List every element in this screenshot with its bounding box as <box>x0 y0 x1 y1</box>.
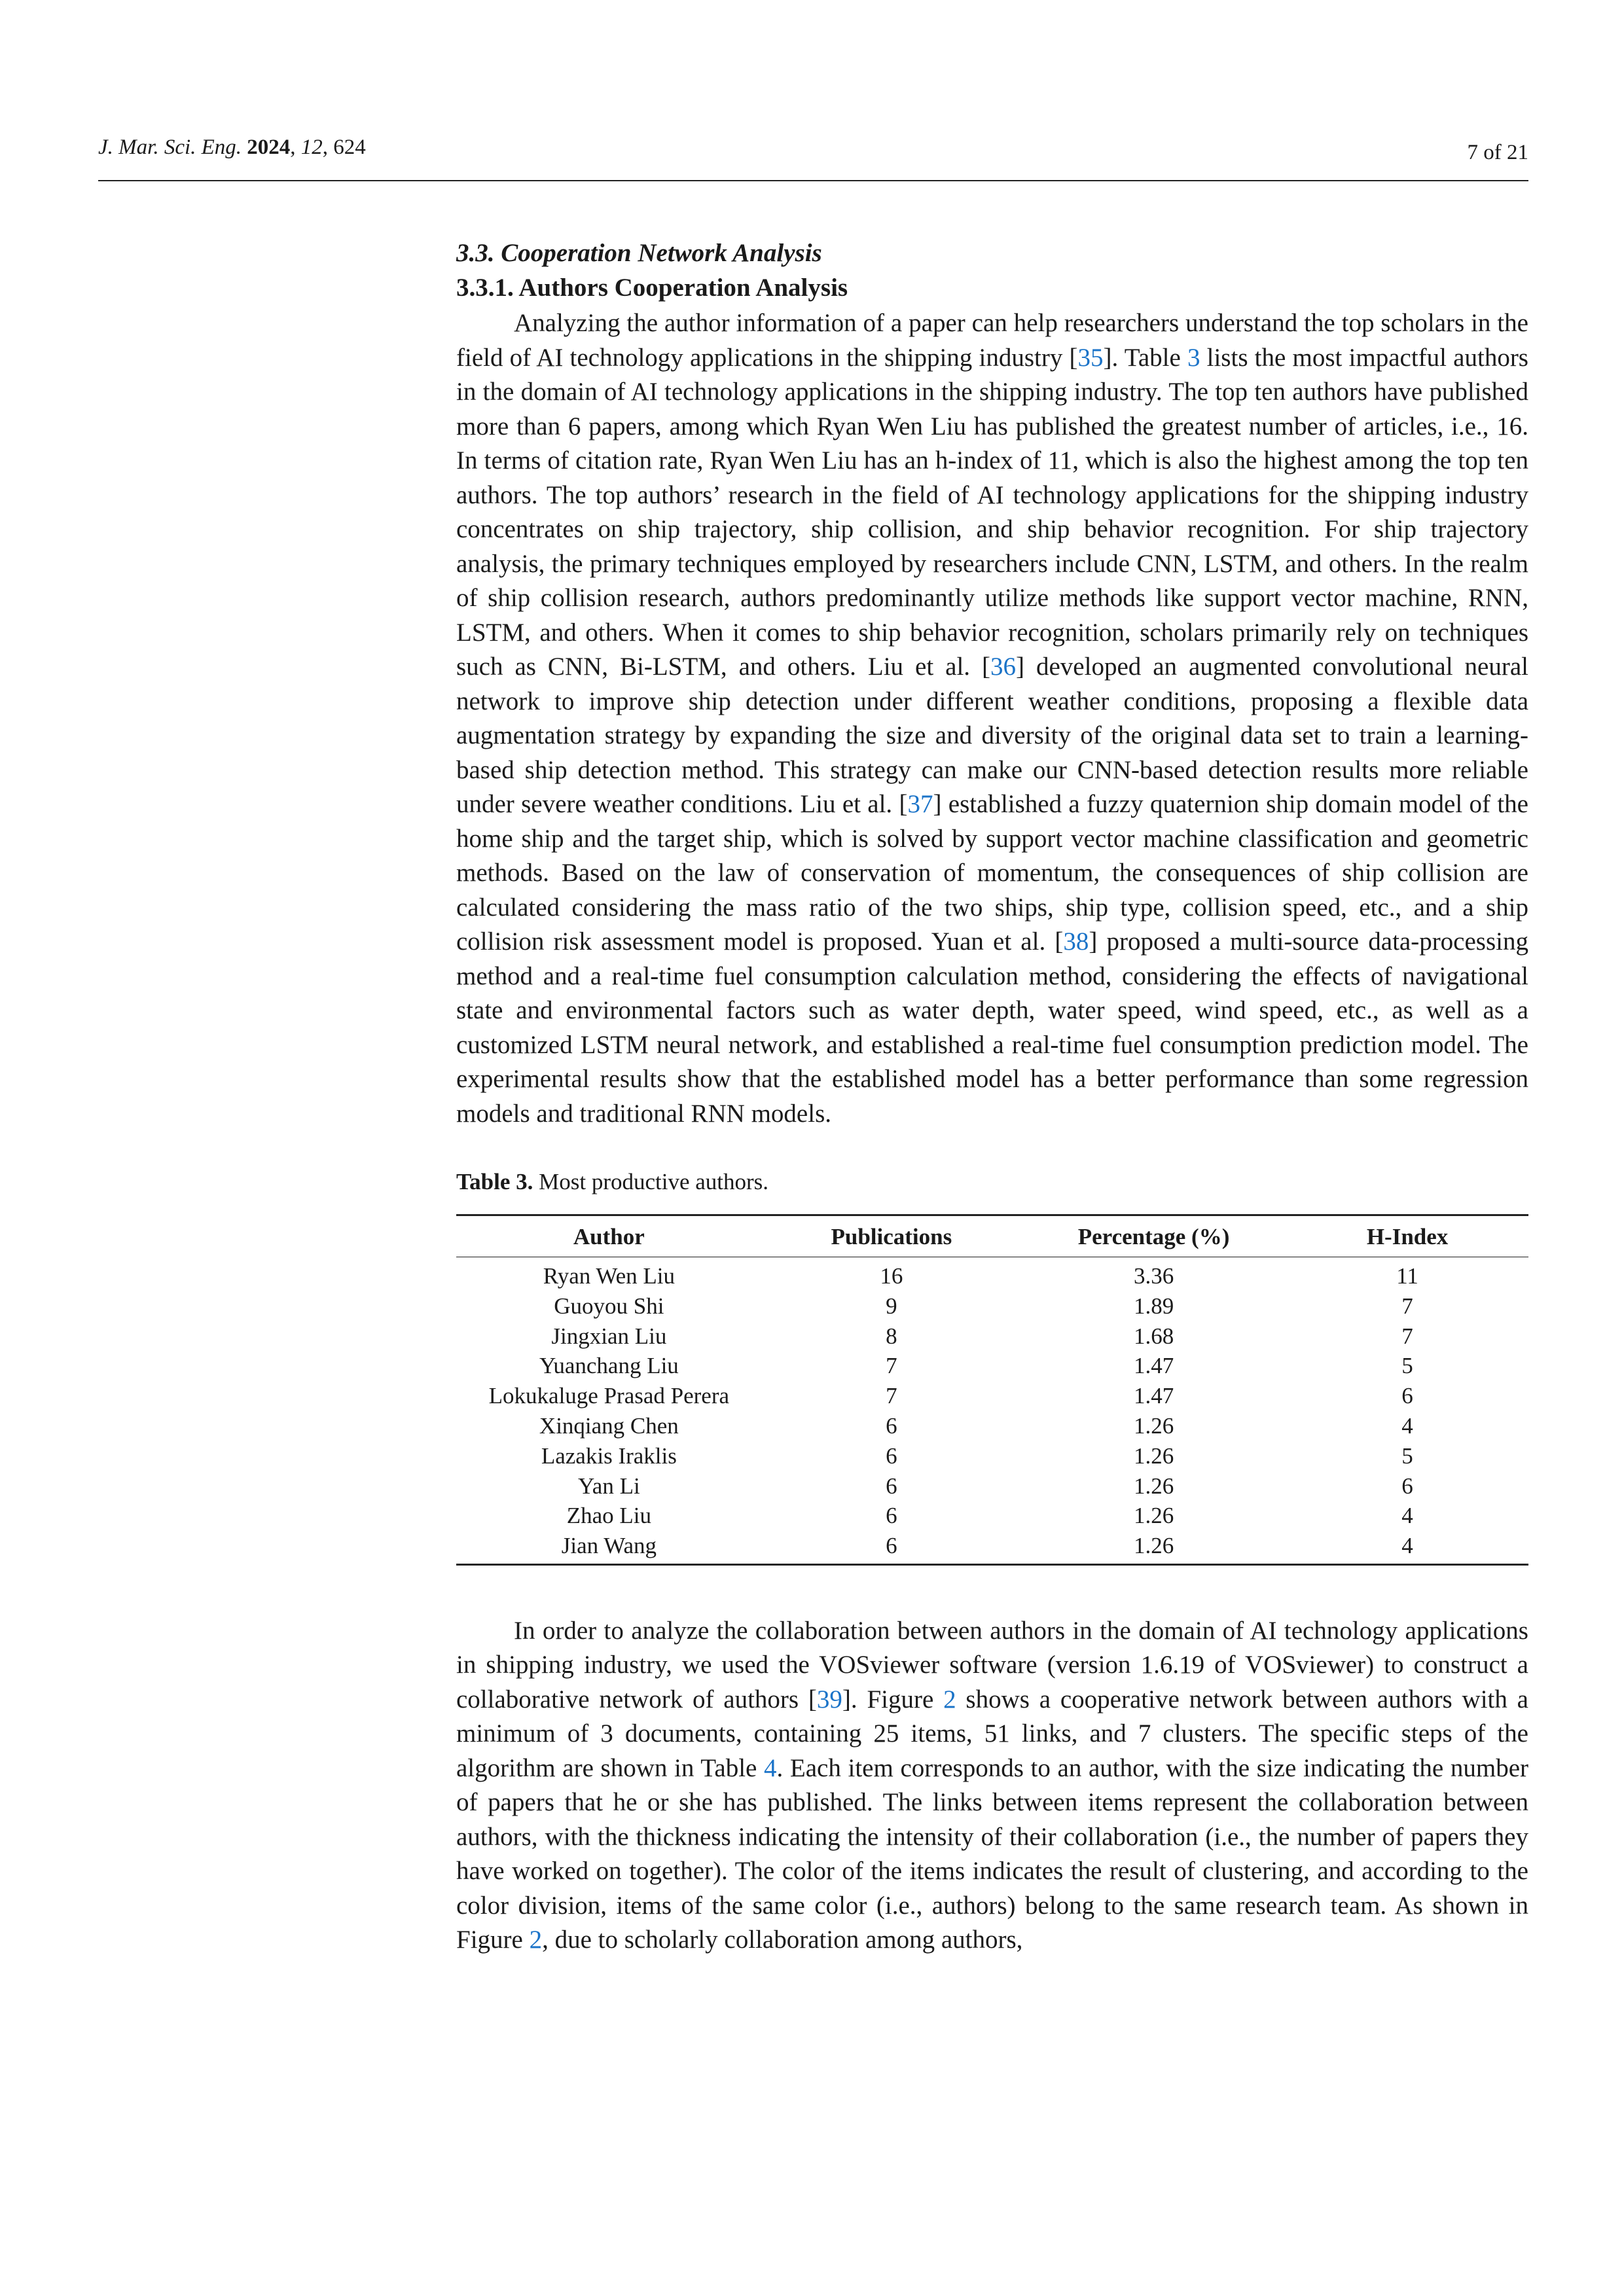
column-header-publications: Publications <box>762 1215 1021 1257</box>
cell-h-index: 5 <box>1401 1353 1413 1379</box>
table-row <box>456 1321 1528 1352</box>
cell-author: Xinqiang Chen <box>539 1412 679 1439</box>
journal-abbrev: J. Mar. Sci. Eng. <box>98 135 242 159</box>
table-row <box>456 1351 1528 1381</box>
text-run: . Each item corresponds to an author, with the size indicating the number of papers that he or she has published. The links between items represent the collaboration between authors, with the thickness indicating the intensity of their collaboration (i.e., the number of papers they have worked on together). The color of the items indicates the result of clustering, and according to the color division, items of the same color (i.e., authors) belong to the same research team. As shown in Figure <box>456 1753 1528 1954</box>
paragraph-authors-analysis <box>456 306 1528 1131</box>
cell-percentage: 3.36 <box>1133 1263 1174 1289</box>
cell-author: Yuanchang Liu <box>539 1353 679 1379</box>
cell-author: Lazakis Iraklis <box>541 1443 677 1469</box>
table-row <box>456 1411 1528 1441</box>
cell-percentage: 1.47 <box>1133 1353 1174 1379</box>
cell-h-index: 6 <box>1401 1473 1413 1499</box>
text-run: ] developed an augmented convolutional neural network to improve ship detection under different weather conditions, proposing a flexible data augmentation strategy by expanding the size and diversity of the original data set to train a learning-based ship detection method. This strategy can make our CNN-based detection results more reliable under severe weather conditions. Liu et al. [ <box>456 653 1528 818</box>
section-title: 3.3. Cooperation Network Analysis <box>456 239 822 267</box>
figure-reference-link[interactable]: 2 <box>529 1926 543 1954</box>
cell-author: Zhao Liu <box>566 1503 651 1529</box>
cell-h-index: 7 <box>1401 1323 1413 1349</box>
table-reference-link[interactable]: 4 <box>764 1753 777 1782</box>
citation-link[interactable]: 37 <box>907 790 933 818</box>
cell-h-index: 4 <box>1401 1533 1413 1559</box>
column-header-author: Author <box>456 1215 762 1257</box>
cell-h-index: 6 <box>1401 1383 1413 1409</box>
cell-publications: 6 <box>886 1533 897 1559</box>
text-run: ] established a fuzzy quaternion ship domain model of the home ship and the target ship, which is solved by support vector machine classification and geometric methods. Based on the law of conservation of momentum, the consequences of ship collision are calculated considering the mass ratio of the two ships, ship type, collision speed, etc., and a ship collision risk assessment model is proposed. Yuan et al. [ <box>456 790 1528 956</box>
table-row <box>456 1291 1528 1321</box>
article-number: , 624 <box>322 135 366 159</box>
cell-percentage: 1.47 <box>1133 1383 1174 1409</box>
table-row <box>456 1441 1528 1471</box>
table-caption <box>456 1167 1528 1197</box>
cell-percentage: 1.26 <box>1133 1533 1174 1559</box>
journal-citation: J. Mar. Sci. Eng. 2024, 12, 624 <box>98 135 366 159</box>
subsection-title: 3.3.1. Authors Cooperation Analysis <box>456 274 848 302</box>
cell-h-index: 4 <box>1401 1503 1413 1529</box>
text-run: In order to analyze the collaboration between authors in the domain of AI technology applications in shipping industry, we used the VOSviewer software (version 1.6.19 of VOSviewer) to construct a collaborative network of authors [ <box>456 1616 1528 1713</box>
column-header-percentage: Percentage (%) <box>1021 1215 1286 1257</box>
cell-percentage: 1.26 <box>1133 1503 1174 1529</box>
cell-publications: 7 <box>886 1353 897 1379</box>
table-row <box>456 1531 1528 1564</box>
journal-volume: 12 <box>300 135 323 159</box>
paragraph-collaboration-network <box>456 1614 1528 1958</box>
cell-publications: 16 <box>880 1263 903 1289</box>
page-header <box>98 134 1528 181</box>
cell-author: Guoyou Shi <box>554 1293 664 1319</box>
cell-h-index: 11 <box>1396 1263 1418 1289</box>
cell-publications: 6 <box>886 1473 897 1499</box>
table-row <box>456 1501 1528 1531</box>
text-run: ] proposed a multi-source data-processing method and a real-time fuel consumption calculation method, considering the effects of navigational state and environmental factors such as water depth, water speed, wind speed, etc., as well as a customized LSTM neural network, and established a real-time fuel consumption prediction model. The experimental results show that the established model has a better performance than some regression models and traditional RNN models. <box>456 927 1528 1128</box>
table-reference-link[interactable]: 3 <box>1187 343 1200 372</box>
citation-link[interactable]: 36 <box>990 653 1017 681</box>
cell-h-index: 5 <box>1401 1443 1413 1469</box>
table-row <box>456 1257 1528 1291</box>
citation-link[interactable]: 35 <box>1077 343 1104 372</box>
cell-percentage: 1.68 <box>1133 1323 1174 1349</box>
authors-table <box>456 1214 1528 1566</box>
cell-publications: 7 <box>886 1383 897 1409</box>
cell-percentage: 1.89 <box>1133 1293 1174 1319</box>
column-header-h-index: H-Index <box>1286 1215 1528 1257</box>
page-number: 7 of 21 <box>1467 141 1528 164</box>
text-run: shows a cooperative network between authors with a minimum of 3 documents, containing 25 items, 51 links, and 7 clusters. The specific steps of the algorithm are shown in Table <box>456 1685 1528 1782</box>
citation-link[interactable]: 39 <box>816 1685 842 1713</box>
cell-h-index: 4 <box>1401 1412 1413 1439</box>
cell-percentage: 1.26 <box>1133 1443 1174 1469</box>
table-caption-label: Table 3. <box>456 1169 533 1194</box>
table-row <box>456 1471 1528 1501</box>
cell-publications: 6 <box>886 1443 897 1469</box>
cell-percentage: 1.26 <box>1133 1412 1174 1439</box>
text-run: ]. Table <box>1103 343 1187 372</box>
table-header-row <box>456 1215 1528 1257</box>
table-row <box>456 1381 1528 1411</box>
journal-year: 2024 <box>247 135 291 159</box>
cell-percentage: 1.26 <box>1133 1473 1174 1499</box>
cell-author: Lokukaluge Prasad Perera <box>488 1383 730 1409</box>
text-run: ]. Figure <box>842 1685 944 1713</box>
citation-link[interactable]: 38 <box>1063 927 1089 956</box>
cell-author: Jian Wang <box>561 1533 657 1559</box>
main-content <box>456 236 1528 1958</box>
text-run: , due to scholarly collaboration among authors, <box>542 1926 1023 1954</box>
cell-author: Jingxian Liu <box>551 1323 667 1349</box>
cell-publications: 6 <box>886 1503 897 1529</box>
cell-publications: 6 <box>886 1412 897 1439</box>
cell-publications: 9 <box>886 1293 897 1319</box>
table-caption-text: Most productive authors. <box>533 1169 769 1194</box>
text-run: lists the most impactful authors in the domain of AI technology applications in the shipping industry. The top ten authors have published more than 6 papers, among which Ryan Wen Liu has published the greatest number of articles, i.e., 16. In terms of citation rate, Ryan Wen Liu has an h-index of 11, which is also the highest among the top ten authors. The top authors’ research in the field of AI technology applications for the shipping industry concentrates on ship trajectory, ship collision, and ship behavior recognition. For ship trajectory analysis, the primary techniques employed by researchers include CNN, LSTM, and others. In the realm of ship collision research, authors predominantly utilize methods like support vector machine, RNN, LSTM, and others. When it comes to ship behavior recognition, scholars primarily rely on techniques such as CNN, Bi-LSTM, and others. Liu et al. [ <box>456 343 1528 681</box>
figure-reference-link[interactable]: 2 <box>943 1685 956 1713</box>
cell-publications: 8 <box>886 1323 897 1349</box>
text-run: Analyzing the author information of a paper can help researchers understand the top scholars in the field of AI technology applications in the shipping industry [ <box>456 309 1528 372</box>
cell-author: Yan Li <box>578 1473 640 1499</box>
cell-h-index: 7 <box>1401 1293 1413 1319</box>
cell-author: Ryan Wen Liu <box>543 1263 675 1289</box>
